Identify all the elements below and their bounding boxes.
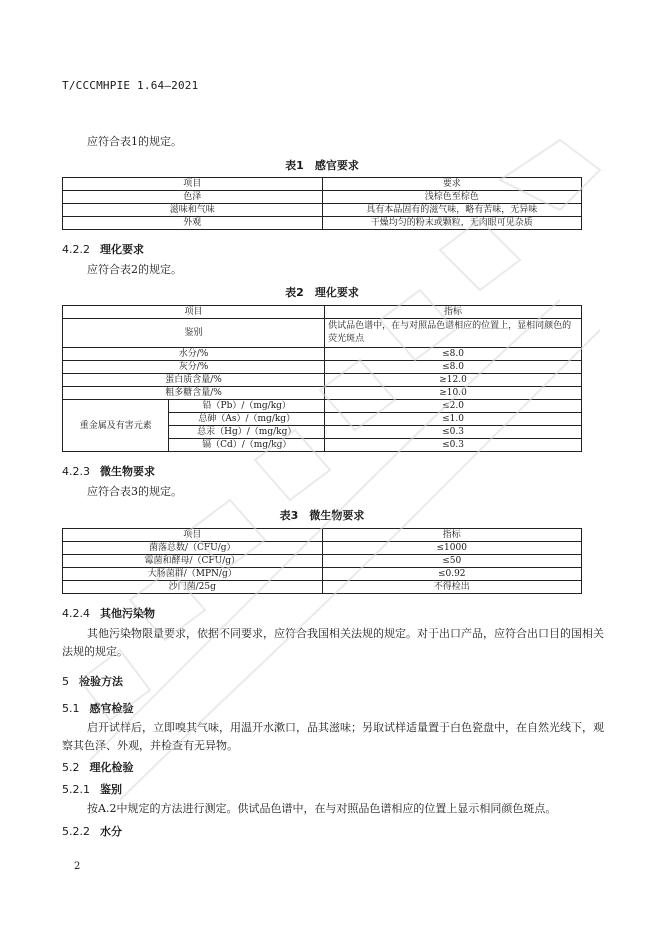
table-row: [63, 568, 582, 581]
section-number: 4.2.3: [62, 465, 90, 478]
table-header-cell: 项目: [63, 178, 323, 191]
section-number: 5.2.1: [62, 783, 90, 796]
table-cell: 镉（Cd）/（mg/kg）: [169, 439, 325, 452]
section-number: 4.2.4: [62, 607, 90, 620]
table3-microbial: [62, 528, 582, 594]
table-cell: 灰分/%: [63, 361, 325, 374]
section-521-heading: [62, 781, 122, 797]
table-header-row: [63, 306, 582, 319]
table-cell: 外观: [63, 217, 323, 230]
section-51-text: 启开试样后，立即嗅其气味，用温开水漱口，品其滋味；另取试样适量置于白色瓷盘中，在自然光线下，观察其色泽、外观，并检查有无异物。: [62, 721, 604, 752]
section-51-heading: [62, 700, 134, 716]
section-5-heading: [62, 673, 123, 689]
table1-caption: 表1 感官要求: [285, 159, 359, 172]
section-424-text: 其他污染物限量要求，依据不同要求，应符合我国相关法规的规定。对于出口产品，应符合出口目的国相关法规的规定。: [62, 627, 604, 658]
section-number: 4.2.2: [62, 243, 90, 256]
table-cell: 霉菌和酵母/（CFU/g）: [63, 555, 323, 568]
section-423-text: 应符合表3的规定。: [87, 485, 182, 498]
table-header-cell: 指标: [322, 529, 582, 542]
table-cell: 大肠菌群/（MPN/g）: [63, 568, 323, 581]
table-cell: ≤1.0: [325, 413, 582, 426]
section-title: 感官检验: [89, 702, 134, 715]
table-cell: 滋味和气味: [63, 204, 323, 217]
section-424-heading: [62, 605, 155, 621]
section-number: 5: [62, 675, 69, 688]
section-423-heading: [62, 463, 155, 479]
table-cell: 供试品色谱中，在与对照品色谱相应的位置上，显相同颜色的荧光斑点: [325, 319, 582, 348]
table-cell: 总砷（As）/（mg/kg）: [169, 413, 325, 426]
table-cell: 色泽: [63, 191, 323, 204]
table-cell: ≤2.0: [325, 400, 582, 413]
section-title: 微生物要求: [100, 465, 155, 478]
table-cell: ≤0.3: [325, 439, 582, 452]
table-row: [63, 191, 582, 204]
table-row: [63, 374, 582, 387]
section-521-text: 按A.2中规定的方法进行测定。供试品色谱中，在与对照品色谱相应的位置上显示相同颜色斑点。: [87, 802, 557, 815]
table3-caption: 表3 微生物要求: [279, 509, 365, 522]
table-cell: 干燥均匀的粉末或颗粒，无肉眼可见杂质: [322, 217, 582, 230]
table-row: [63, 387, 582, 400]
table-header-row: [63, 178, 582, 191]
table-row: [63, 542, 582, 555]
table-cell: ≤0.92: [322, 568, 582, 581]
section-title: 其他污染物: [100, 607, 155, 620]
page-number: 2: [74, 861, 81, 872]
table-cell: ≤0.3: [325, 426, 582, 439]
section-title: 检验方法: [79, 675, 123, 688]
section-title: 理化要求: [100, 243, 144, 256]
table-cell: 水分/%: [63, 348, 325, 361]
table-row: [63, 400, 582, 413]
table-header-cell: 项目: [63, 306, 325, 319]
table-header-cell: 指标: [325, 306, 582, 319]
table-cell: 鉴别: [63, 319, 325, 348]
section-title: 鉴别: [100, 783, 122, 796]
table-cell: 浅棕色至棕色: [322, 191, 582, 204]
table-cell: ≤50: [322, 555, 582, 568]
section-52-heading: [62, 759, 134, 775]
table2-caption: 表2 理化要求: [285, 286, 359, 299]
table-row: [63, 348, 582, 361]
table-cell: ≤1000: [322, 542, 582, 555]
table-cell: ≤8.0: [325, 361, 582, 374]
table-row: [63, 581, 582, 594]
table-cell: ≥12.0: [325, 374, 582, 387]
table-row: [63, 555, 582, 568]
table-cell: 沙门菌/25g: [63, 581, 323, 594]
table-cell: 具有本品固有的滋气味，略有苦味，无异味: [322, 204, 582, 217]
table-cell-heavy-metals: 重金属及有害元素: [63, 400, 169, 452]
table-row: [63, 217, 582, 230]
section-422-text: 应符合表2的规定。: [87, 263, 182, 276]
table1-sensory: [62, 177, 582, 230]
section-number: 5.1: [62, 702, 80, 715]
table-cell: 菌落总数/（CFU/g）: [63, 542, 323, 555]
table-cell: ≥10.0: [325, 387, 582, 400]
table-row: [63, 319, 582, 348]
standard-code: T/CCCMHPIE 1.64—2021: [62, 79, 199, 92]
table-cell: ≤8.0: [325, 348, 582, 361]
table-cell: 铅（Pb）/（mg/kg）: [169, 400, 325, 413]
table2-physicochemical: [62, 305, 582, 452]
section-number: 5.2.2: [62, 825, 90, 838]
section-title: 理化检验: [89, 761, 134, 774]
table-header-cell: 要求: [322, 178, 582, 191]
table-header-cell: 项目: [63, 529, 323, 542]
section-421-text: 应符合表1的规定。: [87, 135, 182, 148]
table-cell: 蛋白质含量/%: [63, 374, 325, 387]
section-title: 水分: [100, 825, 122, 838]
table-cell: 粗多糖含量/%: [63, 387, 325, 400]
section-number: 5.2: [62, 761, 80, 774]
table-header-row: [63, 529, 582, 542]
section-422-heading: [62, 241, 144, 257]
section-522-heading: [62, 823, 122, 839]
table-cell: 总汞（Hg）/（mg/kg）: [169, 426, 325, 439]
table-row: [63, 204, 582, 217]
table-row: [63, 361, 582, 374]
table-cell: 不得检出: [322, 581, 582, 594]
